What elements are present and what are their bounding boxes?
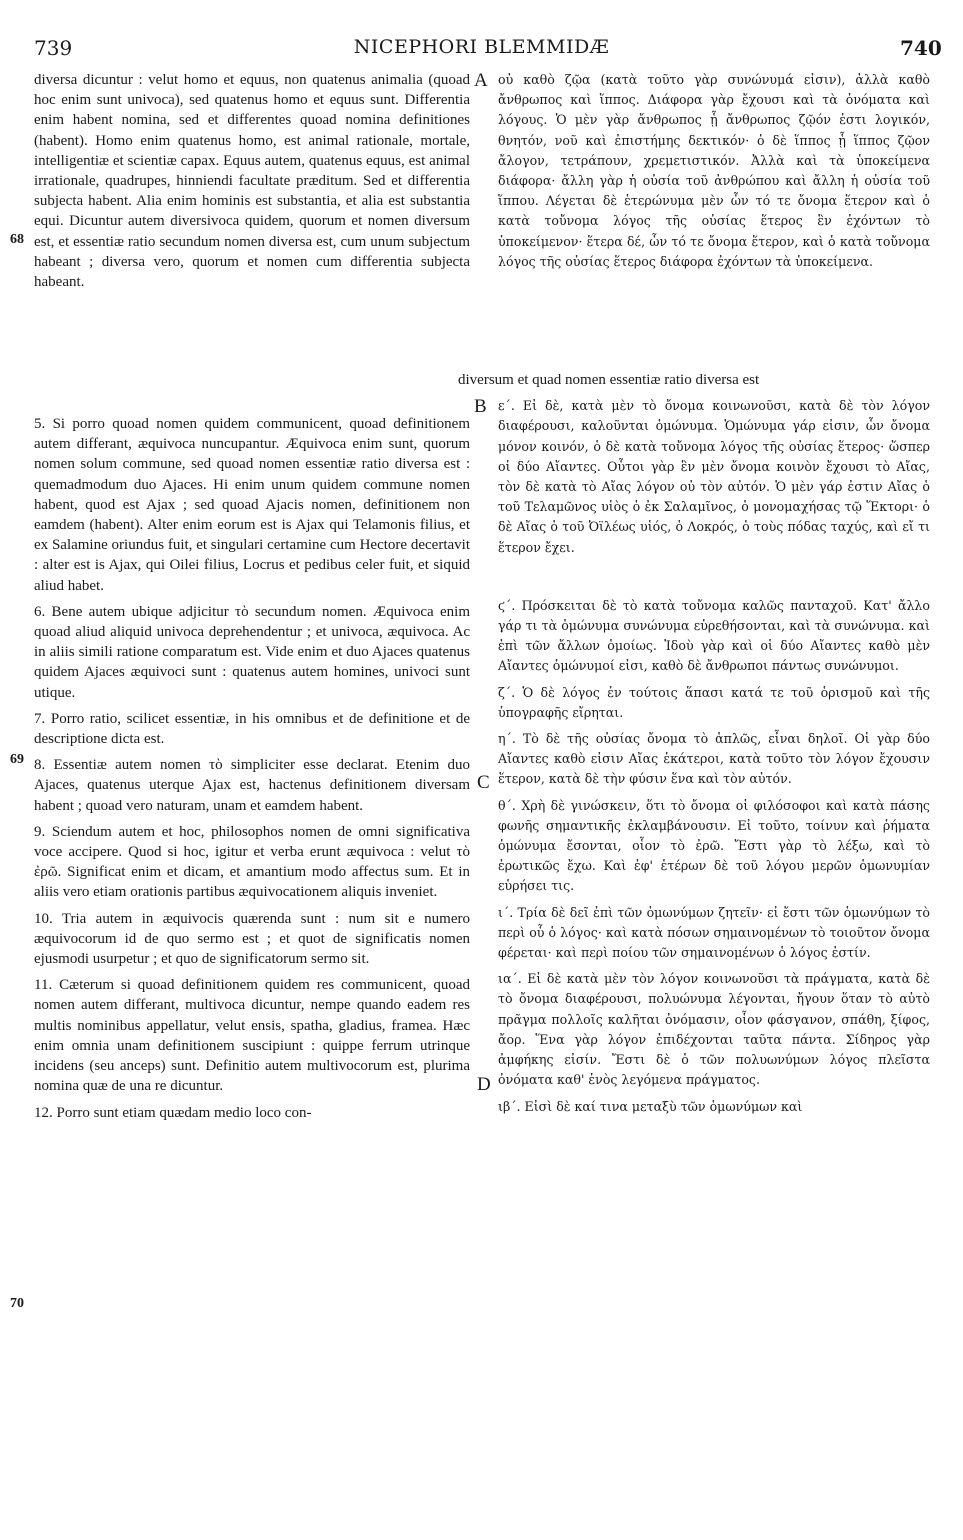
latin-paragraph-6: 6. Bene autem ubique adjicitur τὸ secundum nomen. Æquivoca enim quoad aliud aliquid univoca deprehendentur ; et univoca, æquivoca. Ac in aliis simili ratione comparatum est. Vide enim et duo Ajaces quatenus quidem Ajaces æquivoci sunt : quatenus autem homines, univoci sunt utique. <box>34 603 470 701</box>
margin-number-70: 70 <box>10 1296 24 1311</box>
page-number-left: 739 <box>34 36 73 60</box>
latin-paragraph-12: 12. Porro sunt etiam quædam medio loco con- <box>34 1104 312 1121</box>
latin-column <box>34 70 470 1123</box>
greek-paragraph-5: ε΄. Εἰ δὲ, κατὰ μὲν τὸ ὄνομα κοινωνοῦσι, κατὰ δὲ τὸν λόγον διαφέρουσι, καλοῦνται ὁμώνυμα. Ὁμώνυμα γάρ εἰσιν, ὧν ὄνομα μόνον κοινόν, ὁ δὲ κατὰ τοὔνομα λόγος τῆς οὐσίας ἕτερος· ὥσπερ οἱ δύο Αἴαντες. Οὗτοι γὰρ ἓν μὲν ὄνομα κοινὸν ἔχουσι τὸ Αἴας, τὸν δὲ κατὰ τὸ Αἴας λόγον οὐ τὸν αὐτόν. Ὁ μὲν γάρ ἐστιν Αἴας ὁ τοῦ Τελαμῶνος υἱὸς ὁ ἐκ Σαλαμῖνος, ὁ μονομαχήσας τῷ Ἕκτορι· ὁ δὲ Αἴας ὁ τοῦ Ὀϊλέως υἱός, ὁ Λοκρός, ὁ τοὺς πόδας ταχύς, καὶ εἴ τι ἕτερον ἔχει. <box>498 398 930 555</box>
greek-paragraph-6: ϛ΄. Πρόσκειται δὲ τὸ κατὰ τοὔνομα καλῶς πανταχοῦ. Κατ' ἄλλο γάρ τι τὰ ὁμώνυμα συνώνυμα εὑρεθήσονται, καὶ τὰ συνώνυμα. καὶ ἐπὶ τῶν ἄλλων ὁμοίως. Ἰδοὺ γὰρ καὶ οἱ δύο Αἴαντες καθὸ μὲν Αἴαντες ὁμώνυμοί εἰσι, καθὸ δὲ ἄνθρωποι πάντως συνώνυμοι. <box>498 597 930 674</box>
greek-paragraph-10: ι΄. Τρία δὲ δεῖ ἐπὶ τῶν ὁμωνύμων ζητεῖν· εἰ ἔστι τῶν ὁμωνύμων τὸ περὶ οὗ ὁ λόγος· καὶ κατὰ πόσων σημαινομένων τὸ τοιοῦτον ὄνομα φέρεται· καὶ περὶ ποίου τῶν σημαινομένων ὁ λόγος ἐστίν. <box>498 904 930 961</box>
page-number-right: 740 <box>900 36 942 60</box>
greek-paragraph-12: ιβ΄. Εἰσὶ δὲ καί τινα μεταξὺ τῶν ὁμωνύμων καὶ <box>498 1098 803 1114</box>
greek-paragraph-8: η΄. Τὸ δὲ τῆς οὐσίας ὄνομα τὸ ἁπλῶς, εἶναι δηλοῖ. Οἱ γὰρ δύο Αἴαντες καθὸ εἰσιν Αἴας ἑκάτεροι, κατὰ τοῦτο τὸν λόγον ἔχουσιν ἕτερον, κατὰ δὲ τὴν φύσιν ἕνα καὶ τὸν αὐτόν. <box>498 731 930 787</box>
greek-paragraph: οὐ καθὸ ζῷα (κατὰ τοῦτο γὰρ συνώνυμά εἰσιν), ἀλλὰ καθὸ ἄνθρωπος καὶ ἵππος. Διάφορα γὰρ ἔχουσι καὶ τὰ ὀνόματα καὶ λόγους. Ὁ μὲν γὰρ ἄνθρωπος ᾗ ἄνθρωπος ζῷόν ἐστι λογικόν, θνητόν, νοῦ καὶ ἐπιστήμης δεκτικόν· ὁ δὲ ἵππος ᾗ ἵππος ζῷον ἄλογον, τετράπουν, χρεμετιστικόν. Ἀλλὰ καὶ τὰ ὑποκείμενα διάφορα· ἄλλη γὰρ ἡ οὐσία τοῦ ἀνθρώπου καὶ ἄλλη ἡ οὐσία τοῦ ἵππου. Λέγεται δὲ ἑτερώνυμα μὲν ὧν τό τε ὄνομα ἕτερον καὶ ὁ κατὰ τοὔνομα λόγος τῆς οὐσίας ἕτερος ἓν ἐχόντων τὸ ὑποκείμενον· ἕτερα δέ, ὧν τό τε ὄνομα ἕτερον, καὶ ὁ κατὰ τοὔνομα λόγος τῆς οὐσίας ἕτερος διάφορα ἐχόντων τὰ ὑποκείμενα. <box>498 72 930 269</box>
latin-paragraph-10: 10. Tria autem in æquivocis quærenda sunt : num sit e numero æquivocorum id de quo sermo est ; et quot de significatis nomen ejusmodi usurpetur ; et quo de significatorum sermo sit. <box>34 910 470 968</box>
margin-number-68: 68 <box>10 232 24 247</box>
margin-letter-d: D <box>477 1074 491 1095</box>
margin-letter-a: A <box>474 70 488 91</box>
running-title: NICEPHORI BLEMMIDÆ <box>353 36 610 58</box>
latin-paragraph-7: 7. Porro ratio, scilicet essentiæ, in his omnibus et de definitione et de descriptione dicta est. <box>34 710 470 748</box>
latin-paragraph: diversa dicuntur : velut homo et equus, non quatenus animalia (quoad hoc enim sunt univoca), sed quatenus homo et equus sunt. Differentia enim habent nomina, sed et differentes quoad nomina definitiones (habent). Homo enim quatenus homo, est animal rationale, mortale, intelligentiæ et scientiæ capax. Equus autem, quatenus equus, est animal irrationale, quadrupes, hinniendi facultate præditum. Sed et differentia subjecta habent. Alia enim hominis est substantia, et alia est substantia equi. Dicuntur autem diversivoca quidem, quorum et nomen diversum est, et essentiæ ratio secundum nomen diversa est, cum unum subjectum habeant ; diversa vero, quorum et nomen cum differentia subjecta habeant. <box>34 72 470 291</box>
greek-spanning-line: diversum et quad nomen essentiæ ratio diversa est <box>458 372 760 388</box>
latin-paragraph-9: 9. Sciendum autem et hoc, philosophos nomen de omni significativa voce accipere. Quod si hoc, igitur et verba erunt æquivoca : velut τὸ ἐρῶ. Significat enim et dicam, et amantium modo affectus sum. Et in aliis vero etiam orationis partibus æquivocationem aliquis inveniet. <box>34 823 470 901</box>
margin-number-69: 69 <box>10 752 24 767</box>
greek-column <box>458 70 930 1117</box>
running-header <box>0 36 963 60</box>
latin-paragraph-11: 11. Cæterum si quoad definitionem quidem res communicent, quoad nomen autem differant, multivoca dicuntur, nempe quando eadem res multis nominibus appellatur, velut ensis, spatha, gladius, framea. Hæc enim omnia unam definitionem suscipiunt : quippe ferrum utrinque incidens (seu anceps) sunt. Definitio autem multivocorum est, plurima nomina quæ de una re dicuntur. <box>34 977 470 1095</box>
greek-paragraph-9: θ΄. Χρὴ δὲ γινώσκειν, ὅτι τὸ ὄνομα οἱ φιλόσοφοι καὶ κατὰ πάσης φωνῆς σημαντικῆς ἐκλαμβάνουσιν. Εἰ τοῦτο, τοίνυν καὶ ῥήματα ὁμώνυμα ἔσονται, οἷον τὸ ἐρῶ. Ἔστι γὰρ τὸ λέξω, καὶ τὸ ἐρωτικῶς ἔχω. Καὶ ἐφ' ἑτέρων δὲ τοῦ λόγου μερῶν ὁμωνυμίαν εὑρήσει τις. <box>498 797 930 894</box>
greek-paragraph-7: ζ΄. Ὁ δὲ λόγος ἐν τούτοις ἅπασι κατά τε τοῦ ὁρισμοῦ καὶ τῆς ὑπογραφῆς εἴρηται. <box>498 684 930 720</box>
latin-paragraph-5: 5. Si porro quoad nomen quidem communicent, quoad definitionem autem differant, æquivoca nuncupantur. Æquivoca enim sunt, quorum nomen solum commune, sed quoad nomen essentiæ ratio diversa est : quemadmodum duo Ajaces. Hi enim unum quidem commune nomen habent, quod est Ajax ; sed quoad Ajacis nomen, definitionem non eamdem (habent). Alter enim eorum est is Ajax qui Telamonis filius, et ex Salamine oriundus fuit, et singulari certamine cum Hectore decertavit : alter est is Ajax, qui Oilei filius, Locrus et pedibus celer fuit, et siquid aliud habet. <box>34 416 470 594</box>
latin-paragraph-8: 8. Essentiæ autem nomen τὸ simpliciter esse declarat. Etenim duo Ajaces, quatenus uterque Ajax est, hactenus definitionem diversam habent ; quoad vero naturam, unam et eamdem habent. <box>34 757 470 814</box>
margin-letter-c: C <box>477 772 490 793</box>
margin-letter-b: B <box>474 396 487 417</box>
greek-paragraph-11: ια΄. Εἰ δὲ κατὰ μὲν τὸν λόγον κοινωνοῦσι τὰ πράγματα, κατὰ δὲ τὸ ὄνομα διαφέρουσι, πολυώνυμα λέγονται, ἤγουν ὅταν τὸ αὐτὸ πρᾶγμα πολλοῖς καλῆται ὀνόμασιν, οἷον φάσγανον, σπάθη, ξίφος, ἄορ. Ἕνα γὰρ λόγον ἐπιδέχονται ταῦτα πάντα. Σίδηρος γὰρ ἀμφήκης εἰσίν. Ἔστι δὲ ὁ τῶν πολυωνύμων λόγος πλεῖστα ὀνόματα καθ' ἑνὸς λεγόμενα πράγματος. <box>498 971 930 1088</box>
